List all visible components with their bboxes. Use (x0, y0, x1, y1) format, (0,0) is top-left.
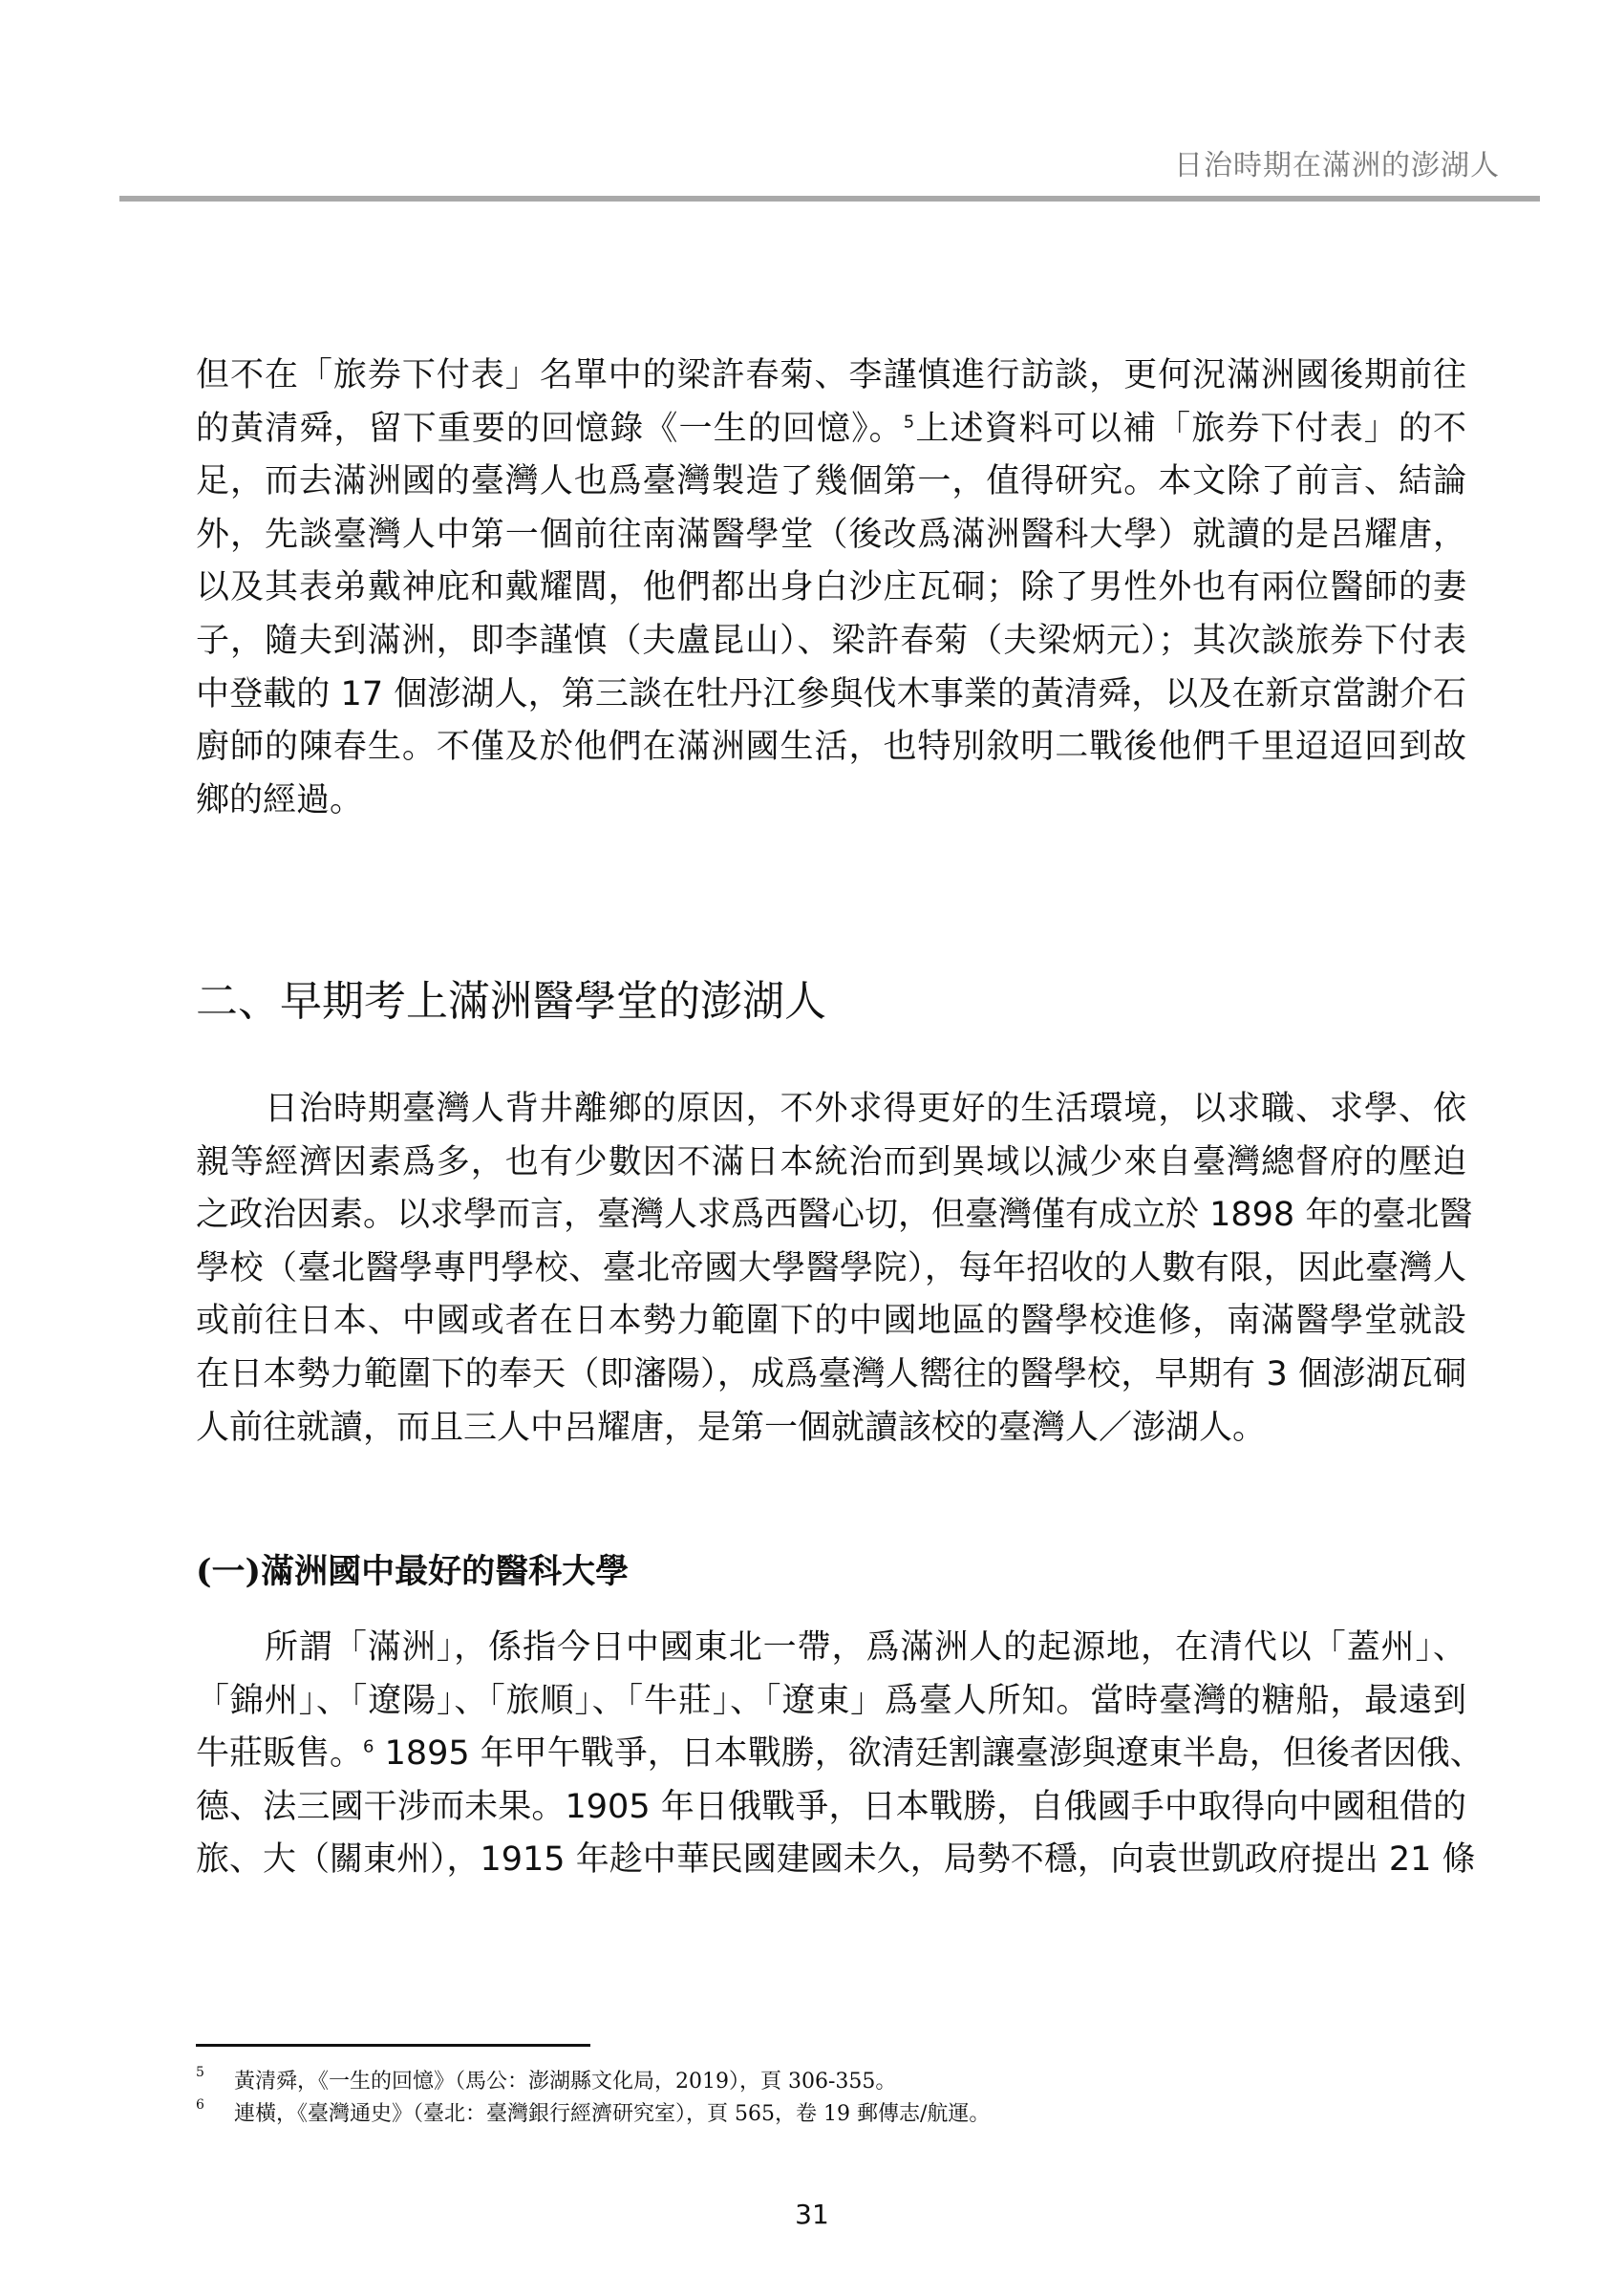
footnote-ref[interactable]: 5 (903, 411, 915, 432)
paragraph-manchuria (196, 1622, 1484, 1887)
header-rule (119, 196, 1540, 202)
paragraph-background (196, 1083, 1473, 1455)
footnote-separator (196, 2044, 590, 2047)
page-number: 31 (795, 2199, 829, 2230)
text-line: 在日本勢力範圍下的奉天（即瀋陽），成爲臺灣人嚮往的醫學校，早期有 3 個澎湖瓦硐 (196, 1354, 1466, 1393)
footnote-5: 5 黃清舜，《一生的回憶》（馬公：澎湖縣文化局，2019），頁 306-355。 (196, 2065, 897, 2094)
text-line: 的黃清舜，留下重要的回憶錄《一生的回憶》。$^5$上述資料可以補「旅券下付表」的不 (196, 409, 1466, 448)
paragraph-intro (196, 350, 1466, 827)
footnote-6: 6 連橫，《臺灣通史》（臺北：臺灣銀行經濟研究室），頁 565，卷 19 郵傳志/航運。 (196, 2097, 991, 2126)
text-line: 人前往就讀，而且三人中呂耀唐，是第一個就讀該校的臺灣人／澎湖人。 (196, 1408, 1267, 1447)
text-line: 所謂「滿洲」，係指今日中國東北一帶，爲滿洲人的起源地，在清代以「蓋州」、 (265, 1628, 1466, 1667)
text-line: 廚師的陳春生。不僅及於他們在滿洲國生活，也特別敘明二戰後他們千里迢迢回到故 (196, 728, 1466, 767)
text-line: 中登載的 17 個澎湖人，第三談在牡丹江參與伐木事業的黃清舜，以及在新京當謝介石 (196, 674, 1466, 713)
text-line: 之政治因素。以求學而言，臺灣人求爲西醫心切，但臺灣僅有成立於 1898 年的臺北醫 (196, 1196, 1473, 1235)
text-line: 牛莊販售。$^6$ 1895 年甲午戰爭，日本戰勝，欲清廷割讓臺澎與遼東半島，但後者因俄、 (196, 1734, 1484, 1774)
text-line: 以及其表弟戴神庇和戴耀閭，他們都出身白沙庄瓦硐；除了男性外也有兩位醫師的妻 (196, 568, 1466, 607)
text-line: 親等經濟因素爲多，也有少數因不滿日本統治而到異域以減少來自臺灣總督府的壓迫 (196, 1142, 1466, 1181)
text-line: 足，而去滿洲國的臺灣人也爲臺灣製造了幾個第一，值得研究。本文除了前言、結論 (196, 462, 1466, 501)
section-heading: 二、早期考上滿洲醫學堂的澎湖人 (196, 977, 826, 1026)
text-line: 子，隨夫到滿洲，即李謹慎（夫盧昆山）、梁許春菊（夫梁炳元）；其次談旅券下付表 (196, 621, 1466, 660)
text-line: 日治時期臺灣人背井離鄉的原因，不外求得更好的生活環境，以求職、求學、依 (265, 1090, 1466, 1128)
text-line: 或前往日本、中國或者在日本勢力範圍下的中國地區的醫學校進修，南滿醫學堂就設 (196, 1302, 1466, 1341)
text-line: 德、法三國干涉而未果。1905 年日俄戰爭，日本戰勝，自俄國手中取得向中國租借的 (196, 1787, 1466, 1826)
text-line: 鄉的經過。 (196, 780, 364, 819)
text-line: 學校（臺北醫學專門學校、臺北帝國大學醫學院），每年招收的人數有限，因此臺灣人 (196, 1248, 1466, 1287)
text-line: 「錦州」、「遼陽」、「旅順」、「牛莊」、「遼東」爲臺人所知。當時臺灣的糖船，最遠到 (196, 1681, 1466, 1720)
footnote-ref[interactable]: 6 (363, 1736, 374, 1757)
running-title: 日治時期在滿洲的澎湖人 (1174, 149, 1500, 182)
text-line: 外，先談臺灣人中第一個前往南滿醫學堂（後改爲滿洲醫科大學）就讀的是呂耀唐， (196, 515, 1466, 554)
subsection-heading: (一)滿洲國中最好的醫科大學 (196, 1552, 630, 1591)
text-line: 但不在「旅券下付表」名單中的梁許春菊、李謹慎進行訪談，更何況滿洲國後期前往 (196, 356, 1466, 394)
text-line: 旅、大（關東州），1915 年趁中華民國建國未久，局勢不穩，向袁世凱政府提出 21 條 (196, 1840, 1476, 1880)
